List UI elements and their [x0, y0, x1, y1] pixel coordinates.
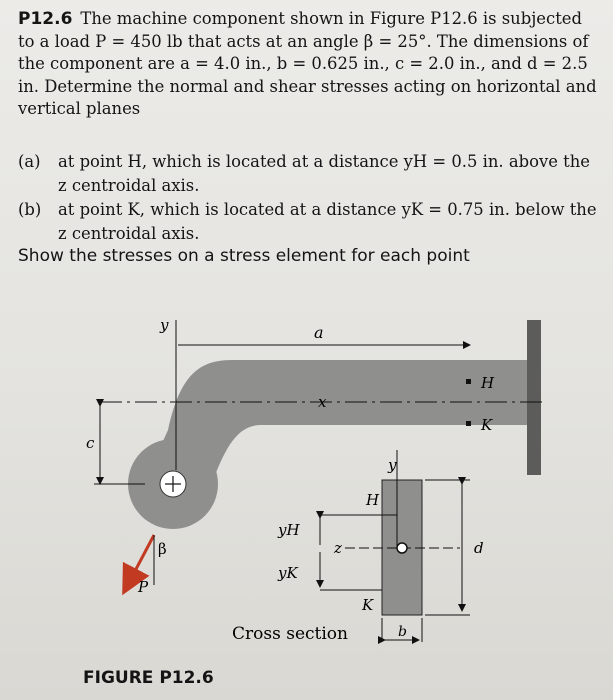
beta-label: β [158, 540, 167, 558]
dim-b-label: b [398, 624, 407, 640]
part-b-text: at point K, which is located at a distance yK = 0.75 in. below the z centroidal axis. [58, 200, 597, 243]
dim-yh-label: yH [278, 521, 300, 539]
part-a-label: (a) [18, 152, 41, 171]
point-k-marker [466, 421, 471, 426]
cross-section-label: Cross section [232, 624, 348, 644]
part-a-text: at point H, which is located at a distance yH = 0.5 in. above the z centroidal axis. [58, 152, 590, 195]
dim-yk-label: yK [278, 564, 298, 582]
problem-text: The machine component shown in Figure P12.6 is subjected to a load P = 450 lb that acts at an angle β = 25°. The dimensions of the component are a = 4.0 in., b = 0.625 in., c = 2.0 in., and d = 2.5 in. Determine the normal and shear stresses acting on horizontal and vertical planes [18, 9, 597, 118]
problem-parts [18, 150, 603, 246]
problem-statement [18, 8, 603, 121]
problem-number: P12.6 [18, 9, 73, 29]
point-k-label: K [481, 416, 493, 434]
instruction-text: Show the stresses on a stress element for each point [18, 246, 470, 266]
part-a [18, 150, 603, 198]
dim-c-label: c [86, 434, 95, 452]
y-axis-label: y [160, 316, 169, 334]
point-h-label: H [481, 374, 495, 392]
dim-a-label: a [314, 323, 324, 342]
part-b [18, 198, 603, 246]
part-b-label: (b) [18, 200, 42, 219]
wall-support [527, 320, 541, 475]
cross-section-y-label: y [388, 456, 397, 474]
figure-diagram [0, 295, 613, 700]
centroid-marker [397, 543, 407, 553]
x-axis-label: x [318, 393, 327, 411]
dim-d-label: d [474, 539, 484, 557]
cs-k-label: K [362, 596, 374, 614]
z-axis-label: z [334, 539, 342, 557]
figure-caption: FIGURE P12.6 [83, 668, 214, 688]
cs-h-label: H [366, 491, 380, 509]
point-h-marker [466, 379, 471, 384]
load-p-label: P [138, 578, 149, 596]
